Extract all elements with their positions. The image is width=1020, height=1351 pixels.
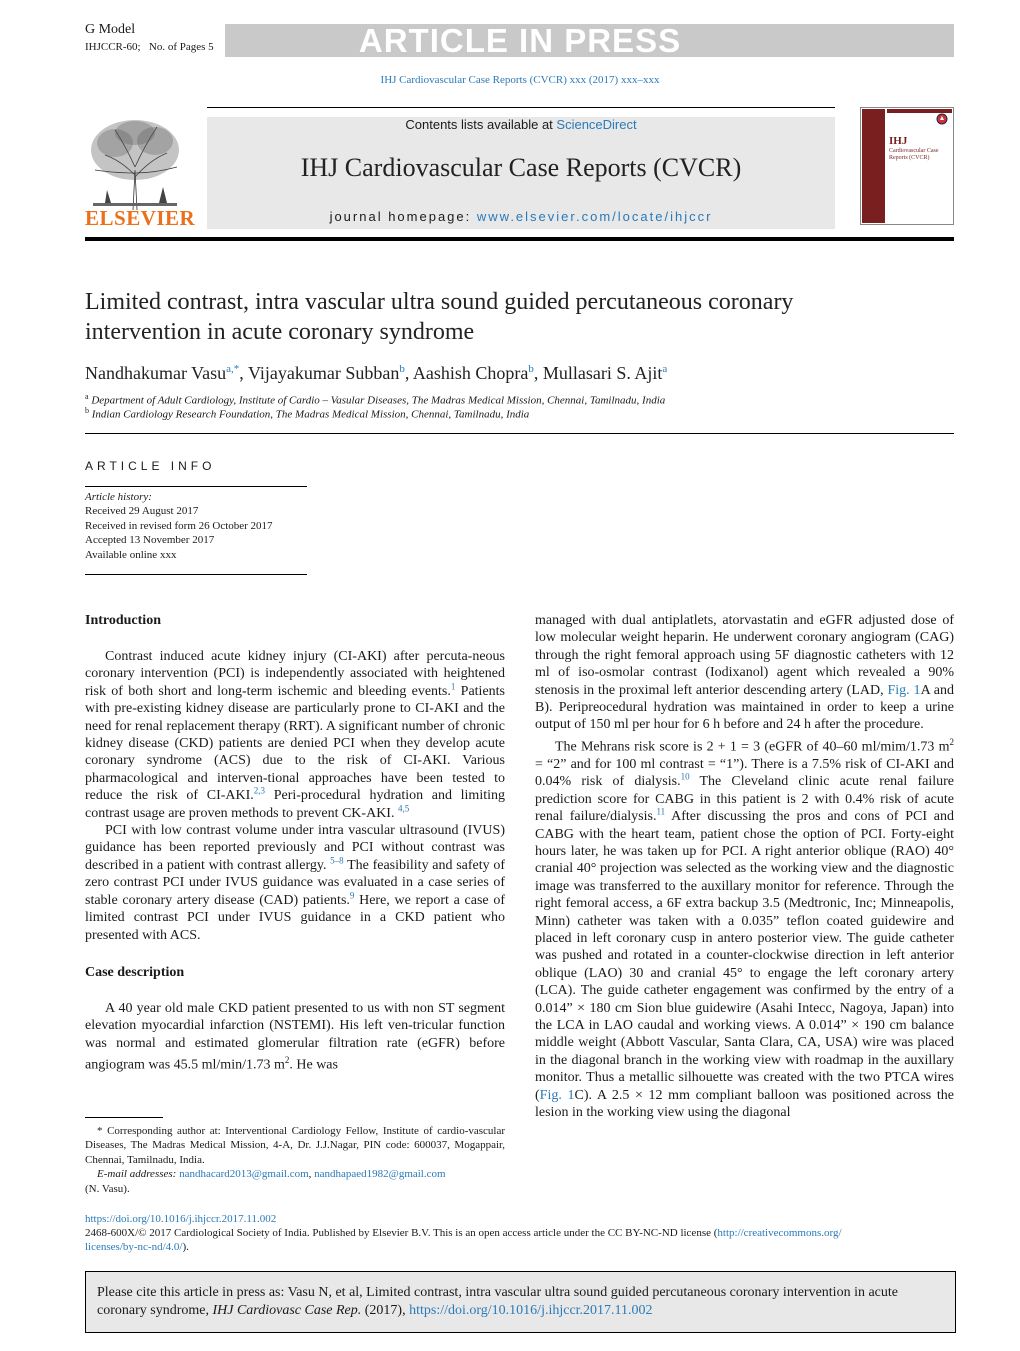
author-1: Nandhakumar Vasu bbox=[85, 363, 227, 383]
ref-link[interactable]: 5–8 bbox=[330, 855, 344, 866]
sciencedirect-link[interactable]: ScienceDirect bbox=[556, 117, 637, 132]
citation-doi-link[interactable]: https://doi.org/10.1016/j.ihjccr.2017.11.002 bbox=[409, 1302, 653, 1318]
case-paragraph-1: A 40 year old male CKD patient presented to us with non ST segment elevation myocardial infarction (NSTEMI). His left ven-tricular function was normal and estimated glomerular filtration rate (eGFR) before angiogram was 45.5 ml/min/1.73 $m^2$. He was bbox=[85, 1000, 505, 1073]
citation-box bbox=[85, 1271, 956, 1333]
author-sep-1: , bbox=[239, 363, 248, 383]
affiliation-b-marker: b bbox=[85, 406, 89, 415]
header-thick-rule bbox=[85, 237, 954, 241]
affiliation-b bbox=[85, 404, 954, 422]
manuscript-id bbox=[85, 40, 214, 54]
journal-reference[interactable]: IHJ Cardiovascular Case Reports (CVCR) xxx (2017) xxx–xxx bbox=[380, 74, 660, 86]
footnote-rule bbox=[85, 1117, 163, 1118]
affiliation-a-text: Department of Adult Cardiology, Institute of Cardio – Vasular Diseases, The Madras Medical Mission, Chennai, Tamilnadu, India bbox=[91, 394, 666, 407]
article-history bbox=[85, 490, 315, 562]
page-count: No. of Pages 5 bbox=[148, 41, 214, 53]
citation-year: (2017), bbox=[361, 1302, 410, 1318]
affiliation-a-marker: a bbox=[85, 392, 89, 401]
revised-date: Received in revised form 26 October 2017 bbox=[85, 519, 273, 532]
email-link-2[interactable]: nandhapaed1982@gmail.com bbox=[314, 1168, 446, 1181]
author-3-affil[interactable]: b bbox=[528, 363, 534, 375]
fig-link[interactable]: Fig. 1 bbox=[887, 682, 921, 698]
author-sep-3: , bbox=[533, 363, 543, 383]
doi-block bbox=[85, 1212, 954, 1255]
homepage-link[interactable]: www.elsevier.com/locate/ihjccr bbox=[476, 209, 713, 224]
homepage-prefix: journal homepage: bbox=[329, 209, 477, 224]
history-label: Article history: bbox=[85, 491, 152, 503]
title-rule bbox=[85, 433, 954, 434]
corresponding-footnote: * Corresponding author at: Interventional Cardiology Fellow, Institute of cardio-vascular Diseases, The Madras Medical Mission, 4-A, Dr. J.J.Nagar, PIN code: 600037, Mogappair, Chennai, Tamilnadu, India. E-mail addresses: nandhacard2013@gmail.com, nandhapaed1982@gmail.com (N. Vasu). bbox=[85, 1125, 506, 1195]
email-owner: (N. Vasu). bbox=[85, 1182, 130, 1195]
author-2: Vijayakumar Subban bbox=[247, 363, 400, 383]
license-line-2 bbox=[85, 1240, 954, 1254]
author-4-affil[interactable]: a bbox=[662, 363, 668, 375]
elsevier-wordmark: ELSEVIER bbox=[85, 206, 196, 230]
doi-link[interactable]: https://doi.org/10.1016/j.ihjccr.2017.11.002 bbox=[85, 1213, 277, 1225]
right-column bbox=[535, 612, 954, 1121]
article-title: Limited contrast, intra vascular ultra sound guided percutaneous coronary intervention in acute coronary syndrome bbox=[85, 289, 794, 345]
copyright-text: 2468-600X/© 2017 Cardiological Society of India. Published by Elsevier B.V. This is an open access article under the CC BY-NC-ND license ( bbox=[85, 1227, 718, 1240]
cover-subtitle: Cardiovascular Case Reports (CVCR) bbox=[889, 148, 939, 161]
case-paragraph-1-cont: managed with dual antiplatlets, atorvastatin and eGFR adjusted dose of low molecular weight heparin. He underwent coronary angiogram (CAG) through the right femoral approach using 5F diagnostic catheters with 12 ml of iso-osmolar contrast (Iodixanol) agent which revealed a 90% stenosis in the proximal left anterior descending artery (LAD, Fig. 1A and B). Peripreocedural hydration was maintained in order to keep a urine output of 150 ml per hour for 6 h before and 24 h after the procedure. bbox=[535, 613, 954, 733]
license-link-1[interactable]: http://creativecommons.org/ bbox=[717, 1227, 842, 1240]
citation-journal: IHJ Cardiovasc Case Rep. bbox=[212, 1302, 362, 1318]
accepted-date: Accepted 13 November 2017 bbox=[85, 534, 215, 547]
journal-homepage bbox=[207, 209, 835, 225]
article-info-heading: ARTICLE INFO bbox=[85, 459, 216, 473]
author-3: Aashish Chopra bbox=[412, 363, 529, 383]
cover-spine bbox=[862, 109, 885, 223]
ref-link[interactable]: 9 bbox=[349, 890, 355, 901]
left-column bbox=[85, 612, 505, 1074]
ref-link[interactable]: 2,3 bbox=[253, 785, 266, 796]
article-info-rule-bottom bbox=[85, 574, 307, 575]
author-list bbox=[85, 357, 954, 385]
license-close: ). bbox=[182, 1241, 189, 1254]
intro-heading: Introduction bbox=[85, 613, 161, 628]
online-date: Available online xxx bbox=[85, 548, 177, 561]
email-label: E-mail addresses: bbox=[97, 1168, 177, 1181]
case-heading: Case description bbox=[85, 964, 185, 980]
author-1-affil[interactable]: a,* bbox=[226, 363, 240, 375]
ref-link[interactable]: 4,5 bbox=[397, 803, 410, 813]
contents-line bbox=[207, 117, 835, 133]
ref-link[interactable]: 10 bbox=[680, 771, 690, 782]
email-link-1[interactable]: nandhacard2013@gmail.com bbox=[179, 1168, 309, 1181]
citation-prefix: Please cite this article in press as: Vasu N, et al, Limited contrast, intra vascular ultra sound guided percutaneous coronary intervention in acute coronary syndrome, bbox=[97, 1285, 898, 1318]
ref-link[interactable]: 1 bbox=[450, 681, 456, 692]
cover-title: IHJ bbox=[889, 135, 908, 147]
corresponding-text: Corresponding author at: Interventional Cardiology Fellow, Institute of cardio-vascular Diseases, The Madras Medical Mission, 4-A, Dr. J.J.Nagar, PIN code: 600037, Mogappair, Chennai, Tamilnadu, India. bbox=[85, 1125, 506, 1166]
author-2-affil[interactable]: b bbox=[399, 363, 405, 375]
intro-paragraph-2: PCI with low contrast volume under intra vascular ultrasound (IVUS) guidance has been reported previously and PCI without contrast was described in a patient with contrast allergy. $^{5-8}$ The feasibility and safety of zero contrast PCI under IVUS guidance was evaluated in a case series of stable coronary artery disease (CAD) patients.$^9$ Here, we report a case of limited contrast PCI under IVUS guidance in a CKD patient who presented with ACS. bbox=[85, 823, 506, 943]
fig-link[interactable]: Fig. 1 bbox=[539, 1087, 575, 1103]
article-in-press-label: ARTICLE IN PRESS bbox=[358, 22, 682, 59]
header-rule bbox=[207, 107, 835, 108]
contents-prefix: Contents lists available at bbox=[405, 117, 557, 132]
journal-name: IHJ Cardiovascular Case Reports (CVCR) bbox=[300, 153, 742, 182]
g-model-label: G Model bbox=[85, 22, 136, 37]
footnote-star: * bbox=[97, 1125, 103, 1137]
affiliation-b-text: Indian Cardiology Research Foundation, The Madras Medical Mission, Chennai, Tamilnadu, India bbox=[91, 408, 530, 421]
article-info-rule-top bbox=[85, 486, 307, 487]
society-logo-icon bbox=[936, 113, 948, 125]
copyright-line bbox=[85, 1226, 954, 1240]
intro-paragraph-1: Contrast induced acute kidney injury (CI-AKI) after percuta-neous coronary intervention (PCI) is independently associated with heightened risk of both short and long-term ischemic and bleeding events.$^1$ Patients with pre-existing kidney disease are particularly prone to CI-AKI and the need for renal replacement therapy (RRT). A significant number of chronic kidney disease (CKD) patients are denied PCI when they develop acute coronary syndrome (ACS) due to the risk of CI-AKI. Various pharmacological and interven-tional approaches have been tested to reduce the risk of CI-AKI.$^{2,3}$ Peri-procedural hydration and limiting contrast usage are proven methods to prevent CK-AKI. $^{4,5}$ bbox=[85, 649, 505, 821]
ref-link[interactable]: 11 bbox=[656, 806, 666, 817]
received-date: Received 29 August 2017 bbox=[85, 505, 199, 518]
author-sep-2: , bbox=[404, 363, 413, 383]
manuscript-code: IHJCCR-60; bbox=[85, 41, 141, 53]
author-4: Mullasari S. Ajit bbox=[542, 363, 663, 383]
case-paragraph-2: The Mehrans risk score is 2 + 1 = 3 (eGFR of 40–60 ml/mim/1.73 $m^2$ = “2” and for 100 ml contrast = “1”). There is a 7.5% risk of CI-AKI and 0.04% risk of dialysis.$^{10}$ The Cleveland clinic acute renal failure prediction score for CABG in this patient is 2 with 0.4% risk of acute renal failure/dialysis.$^{11}$ After discussing the pros and cons of PCI and CABG with the heart team, patient chose the option of PCI. Forty-eight hours later, he was taken up for PCI. A right anterior oblique (RAO) 40° cranial 40° projection was selected as the working view and the diagnostic image was transferred to the auxillary monitor for reference. Through the right femoral access, a 6F extra backup 3.5 (Medtronic, Inc; Minneapolis, Minn) catheter was taken with a 0.035” teflon coated guidewire and placed in left coronary cusp in antero posterior view. The guide catheter was pushed and rotated in a counter-clockwise direction in left anterior oblique (LAO) 30 and cranial 45° to engage the left coronary artery (LCA). The guide catheter engagement was confirmed by the entry of a 0.014” × 180 cm Sion blue guidewire (Asahi Intecc, Nagoya, Japan) into the LCA in LAO caudal and working views. A 0.014” × 190 cm balance middle weight (Abbott Vascular, Santa Clara, CA, USA) wire was placed in the diagonal branch in the working view with roadmap in the auxillary monitor. Thus a metallic silhouette was created with the two PTCA wires (Fig. 1C). A 2.5 × 12 mm compliant balloon was positioned across the lesion in the working view using the diagonal bbox=[535, 736, 954, 1121]
license-link-2[interactable]: licenses/by-nc-nd/4.0/ bbox=[85, 1241, 183, 1254]
